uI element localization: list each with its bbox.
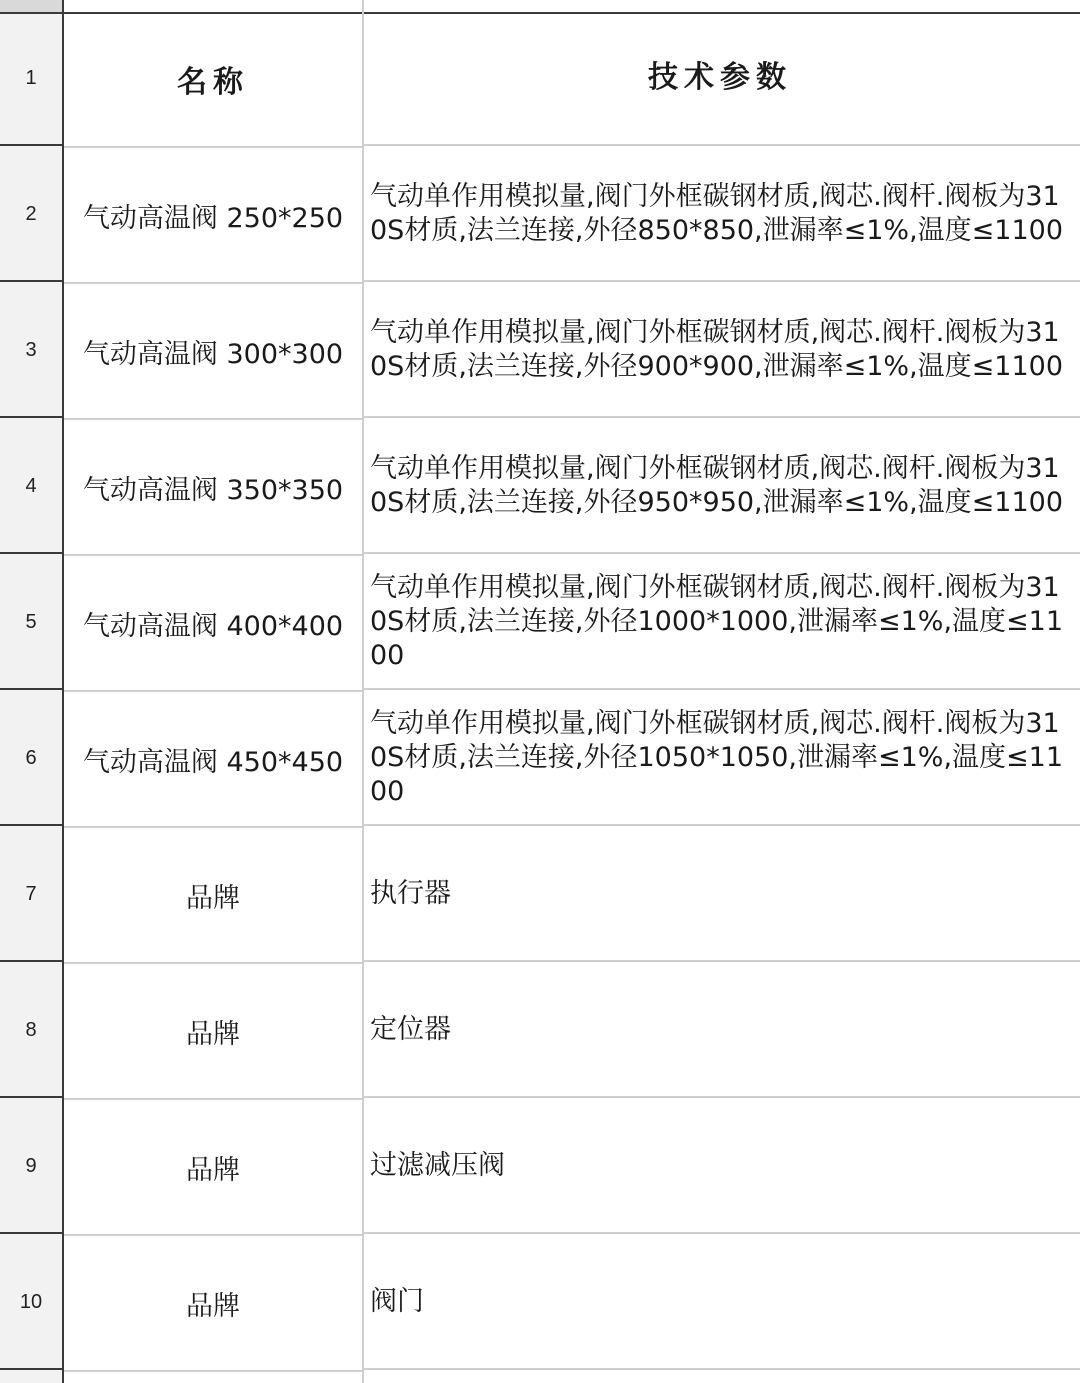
row-number[interactable]: 7 (0, 828, 62, 962)
row-number[interactable]: 3 (0, 284, 62, 418)
table-row[interactable] (0, 964, 1080, 1100)
cell-spec[interactable]: 定位器 (364, 964, 1080, 1098)
row-number[interactable]: 5 (0, 556, 62, 690)
cell-spec[interactable]: 过滤减压阀 (364, 1100, 1080, 1234)
cell-spec[interactable]: 执行器 (364, 828, 1080, 962)
table-row[interactable] (0, 1236, 1080, 1372)
table-row[interactable] (0, 1100, 1080, 1236)
row-number[interactable]: 10 (0, 1236, 62, 1370)
row-number[interactable]: 4 (0, 420, 62, 554)
cell-spec[interactable]: 阀门 (364, 1236, 1080, 1370)
table-row[interactable] (0, 556, 1080, 692)
table-row[interactable] (0, 284, 1080, 420)
cell-name[interactable]: 品牌 (64, 1236, 364, 1372)
row-number[interactable]: 2 (0, 148, 62, 282)
row-number[interactable]: 9 (0, 1100, 62, 1234)
cell-name[interactable]: 气动高温阀 300*300 (64, 284, 364, 420)
cell-spec[interactable]: 气动单作用模拟量,阀门外框碳钢材质,阀芯.阀杆.阀板为310S材质,法兰连接,外径950*950,泄漏率≤1%,温度≤1100 (364, 420, 1080, 554)
cell-spec[interactable]: 气动单作用模拟量,阀门外框碳钢材质,阀芯.阀杆.阀板为310S材质,法兰连接,外径900*900,泄漏率≤1%,温度≤1100 (364, 284, 1080, 418)
cell-name[interactable]: 气动高温阀 400*400 (64, 556, 364, 692)
cell-name-header[interactable]: 名称 (64, 12, 364, 148)
row-number[interactable]: 8 (0, 964, 62, 1098)
next-row-partial (0, 1370, 1080, 1383)
cell-name[interactable]: 气动高温阀 250*250 (64, 148, 364, 284)
cell-name[interactable]: 气动高温阀 350*350 (64, 420, 364, 556)
cell-spec[interactable]: 气动单作用模拟量,阀门外框碳钢材质,阀芯.阀杆.阀板为310S材质,法兰连接,外径850*850,泄漏率≤1%,温度≤1100 (364, 148, 1080, 282)
row-number[interactable]: 1 (0, 12, 62, 146)
table-row[interactable] (0, 828, 1080, 964)
table-row[interactable] (0, 420, 1080, 556)
table-row[interactable] (0, 692, 1080, 828)
cell-name[interactable]: 气动高温阀 450*450 (64, 692, 364, 828)
cell-spec[interactable]: 气动单作用模拟量,阀门外框碳钢材质,阀芯.阀杆.阀板为310S材质,法兰连接,外径1000*1000,泄漏率≤1%,温度≤1100 (364, 556, 1080, 690)
cell-name[interactable]: 品牌 (64, 964, 364, 1100)
table-row[interactable] (0, 148, 1080, 284)
cell-name[interactable]: 品牌 (64, 1100, 364, 1236)
cell-spec-header[interactable]: 技术参数 (364, 12, 1080, 146)
table-row[interactable] (0, 12, 1080, 148)
cell-spec[interactable]: 气动单作用模拟量,阀门外框碳钢材质,阀芯.阀杆.阀板为310S材质,法兰连接,外径1050*1050,泄漏率≤1%,温度≤1100 (364, 692, 1080, 826)
cell-name[interactable]: 品牌 (64, 828, 364, 964)
row-number[interactable]: 6 (0, 692, 62, 826)
